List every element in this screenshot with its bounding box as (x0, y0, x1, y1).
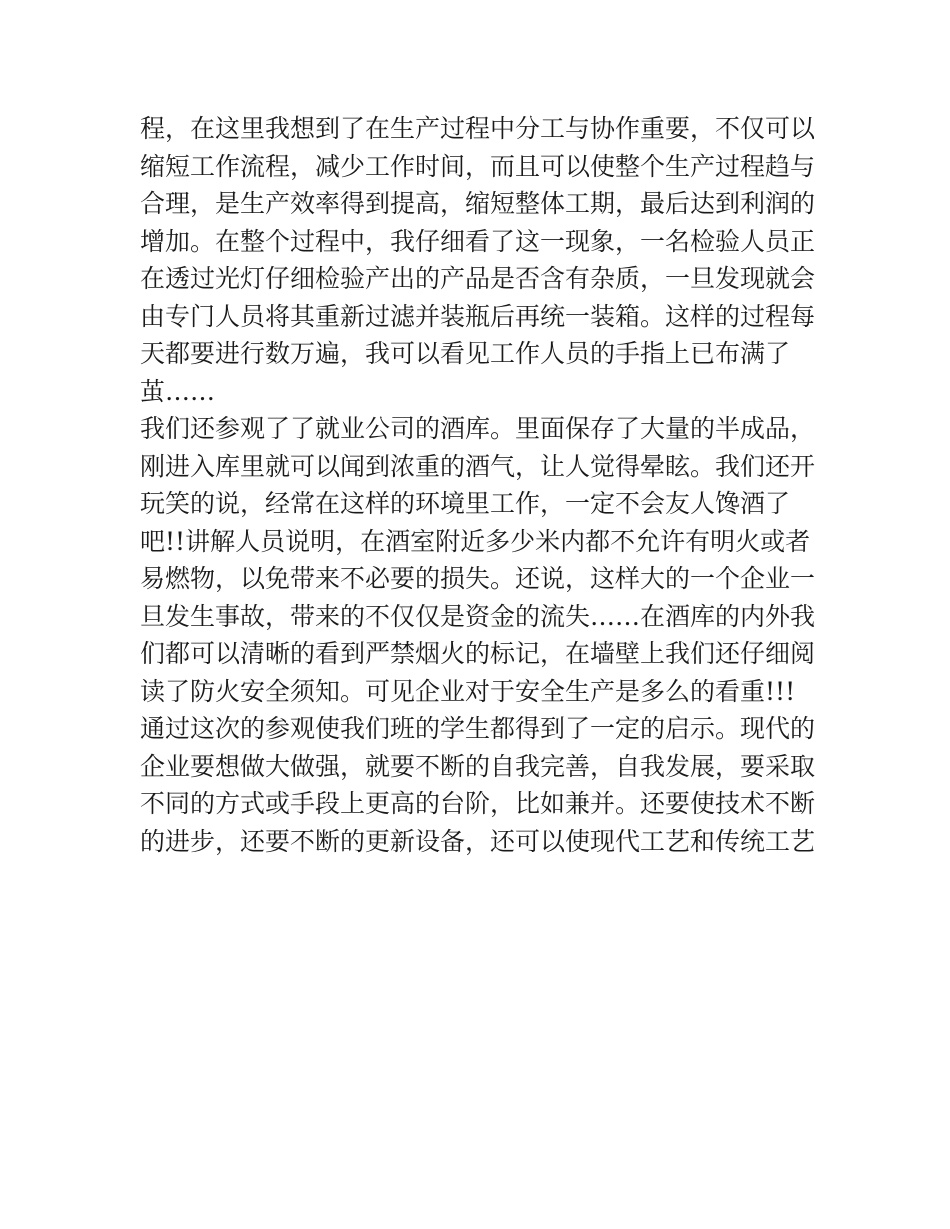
text-line-12: 吧!!讲解人员说明，在酒室附近多少米内都不允许有明火或者 (140, 526, 811, 556)
body-text (140, 110, 820, 860)
text-line-19: 不同的方式或手段上更高的台阶，比如兼并。还要使技术不断 (140, 789, 816, 818)
text-line-18: 企业要想做大做强，就要不断的自我完善，自我发展，要采取 (140, 751, 816, 781)
text-line-2: 缩短工作流程，减少工作时间，而且可以使整个生产过程趋与 (140, 151, 816, 181)
text-line-13: 易燃物，以免带来不必要的损失。还说，这样大的一个企业一 (140, 564, 816, 593)
text-line-8: 茧…… (140, 376, 216, 406)
text-line-6: 由专门人员将其重新过滤并装瓶后再统一装箱。这样的过程每 (140, 301, 816, 331)
text-line-16: 读了防火安全须知。可见企业对于安全生产是多么的看重!!! (140, 676, 796, 706)
text-line-15: 们都可以清晰的看到严禁烟火的标记，在墙壁上我们还仔细阅 (140, 639, 816, 668)
text-line-4: 增加。在整个过程中，我仔细看了这一现象，一名检验人员正 (140, 226, 816, 256)
text-line-5: 在透过光灯仔细检验产出的产品是否含有杂质，一旦发现就会 (140, 264, 816, 293)
text-line-20: 的进步，还要不断的更新设备，还可以使现代工艺和传统工艺 (140, 826, 816, 856)
text-line-10: 刚进入库里就可以闻到浓重的酒气，让人觉得晕眩。我们还开 (140, 451, 816, 481)
text-line-9: 我们还参观了了就业公司的酒库。里面保存了大量的半成品， (140, 414, 816, 443)
text-line-7: 天都要进行数万遍，我可以看见工作人员的手指上已布满了 (140, 339, 791, 368)
text-line-3: 合理，是生产效率得到提高，缩短整体工期，最后达到利润的 (140, 189, 816, 218)
text-line-17: 通过这次的参观使我们班的学生都得到了一定的启示。现代的 (140, 714, 816, 743)
text-line-11: 玩笑的说，经常在这样的环境里工作，一定不会友人馋酒了 (140, 489, 791, 518)
text-line-1: 程，在这里我想到了在生产过程中分工与协作重要，不仅可以 (140, 114, 816, 143)
text-line-14: 旦发生事故，带来的不仅仅是资金的流失……在酒库的内外我 (140, 601, 816, 631)
